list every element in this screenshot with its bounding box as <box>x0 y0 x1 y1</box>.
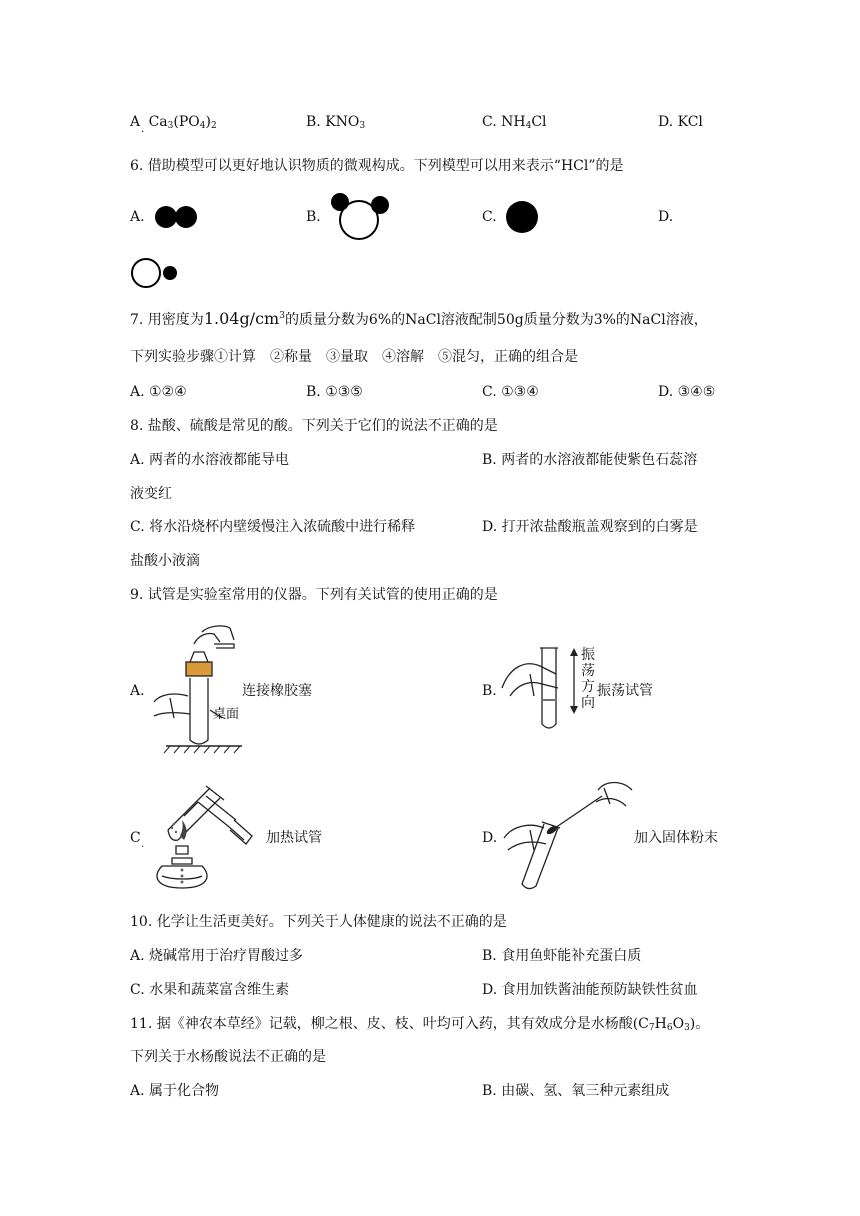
q8-option-b-continued: 液变红 <box>130 486 172 502</box>
q9-a-stopper-figure <box>150 622 250 754</box>
q6-option-c: C. <box>482 209 497 225</box>
q6-model-c-figure <box>502 199 542 235</box>
q10-option-a: A. 烧碱常用于治疗胃酸过多 <box>130 948 304 964</box>
q9-b-direction-3: 方 <box>581 679 595 695</box>
q5-a-formula: $Ca_3(PO_4)_2$ <box>148 114 217 131</box>
q9-a-caption: 连接橡胶塞 <box>242 683 312 699</box>
q7-option-c: C. ①③④ <box>482 384 539 400</box>
q9-b-direction-4: 向 <box>581 695 595 711</box>
q10-option-b: B. 食用鱼虾能补充蛋白质 <box>482 948 642 964</box>
q9-c-mark: · <box>141 842 145 853</box>
q8-option-c: C. 将水沿烧杯内壁缓慢注入浓硫酸中进行稀释 <box>130 519 416 535</box>
q10-stem: 10. 化学让生活更美好。下列关于人体健康的说法不正确的是 <box>130 914 507 930</box>
q11-stem-line2: 下列关于水杨酸说法不正确的是 <box>130 1049 326 1065</box>
q7-option-a: A. ①②④ <box>130 384 187 400</box>
q6-option-b: B. <box>306 209 321 225</box>
q6-model-a-figure <box>152 202 204 232</box>
q5-option-d: D. KCl <box>658 114 703 130</box>
q9-b-direction-1: 振 <box>581 647 595 663</box>
q9-b-caption: 振荡试管 <box>597 683 653 699</box>
q8-option-a: A. 两者的水溶液都能导电 <box>130 452 290 468</box>
q5-option-c: C. $NH_4Cl$ <box>482 114 547 131</box>
q5-a-letter: A <box>130 114 141 130</box>
q10-option-c: C. 水果和蔬菜富含维生素 <box>130 982 290 998</box>
q5-a-mark: · <box>141 127 145 138</box>
q9-option-d: D. <box>482 830 498 846</box>
q7-stem-line2: 下列实验步骤①计算 ②称量 ③量取 ④溶解 ⑤混匀，正确的组合是 <box>130 349 578 365</box>
q7-stem: 7. 用密度为$1.04g/cm^3$的质量分数为6%的NaCl溶液配制50g质量分数为3%的NaCl溶液， <box>130 309 708 328</box>
q9-d-caption: 加入固体粉末 <box>634 830 718 846</box>
q9-option-a: A. <box>130 683 145 699</box>
q10-option-d: D. 食用加铁酱油能预防缺铁性贫血 <box>482 982 698 998</box>
q5-option-b: B. $KNO_3$ <box>306 114 366 131</box>
q9-stem: 9. 试管是实验室常用的仪器。下列有关试管的使用正确的是 <box>130 587 498 603</box>
q11-option-a: A. 属于化合物 <box>130 1083 220 1099</box>
q11-stem: 11. 据《神农本草经》记载，柳之根、皮、枝、叶均可入药，其有效成分是水杨酸$(C_7H_6O_3)$。 <box>130 1016 710 1033</box>
q9-c-caption: 加热试管 <box>266 830 322 846</box>
q7-density: $1.04g/cm^3$ <box>203 309 285 328</box>
q6-model-d-figure <box>128 255 184 291</box>
q9-option-c: C <box>130 830 141 846</box>
q6-stem: 6. 借助模型可以更好地认识物质的微观构成。下列模型可以用来表示“HCl”的是 <box>130 158 624 174</box>
q9-d-powder-figure <box>500 776 636 894</box>
q9-option-b: B. <box>482 683 497 699</box>
q11-option-b: B. 由碳、氢、氧三种元素组成 <box>482 1083 670 1099</box>
q8-stem: 8. 盐酸、硫酸是常见的酸。下列关于它们的说法不正确的是 <box>130 418 498 434</box>
q6-model-b-figure <box>326 190 392 244</box>
q8-option-b: B. 两者的水溶液都能使紫色石蕊溶 <box>482 452 698 468</box>
q7-option-d: D. ③④⑤ <box>658 384 716 400</box>
q9-b-direction-2: 荡 <box>581 663 595 679</box>
q8-option-d: D. 打开浓盐酸瓶盖观察到的白雾是 <box>482 519 698 535</box>
q9-a-table-label: 桌面 <box>213 707 240 722</box>
q9-c-heating-figure <box>148 780 262 892</box>
q6-option-a: A. <box>130 209 145 225</box>
q8-option-d-continued: 盐酸小液滴 <box>130 553 200 569</box>
q6-option-d: D. <box>658 209 674 225</box>
q7-option-b: B. ①③⑤ <box>306 384 363 400</box>
